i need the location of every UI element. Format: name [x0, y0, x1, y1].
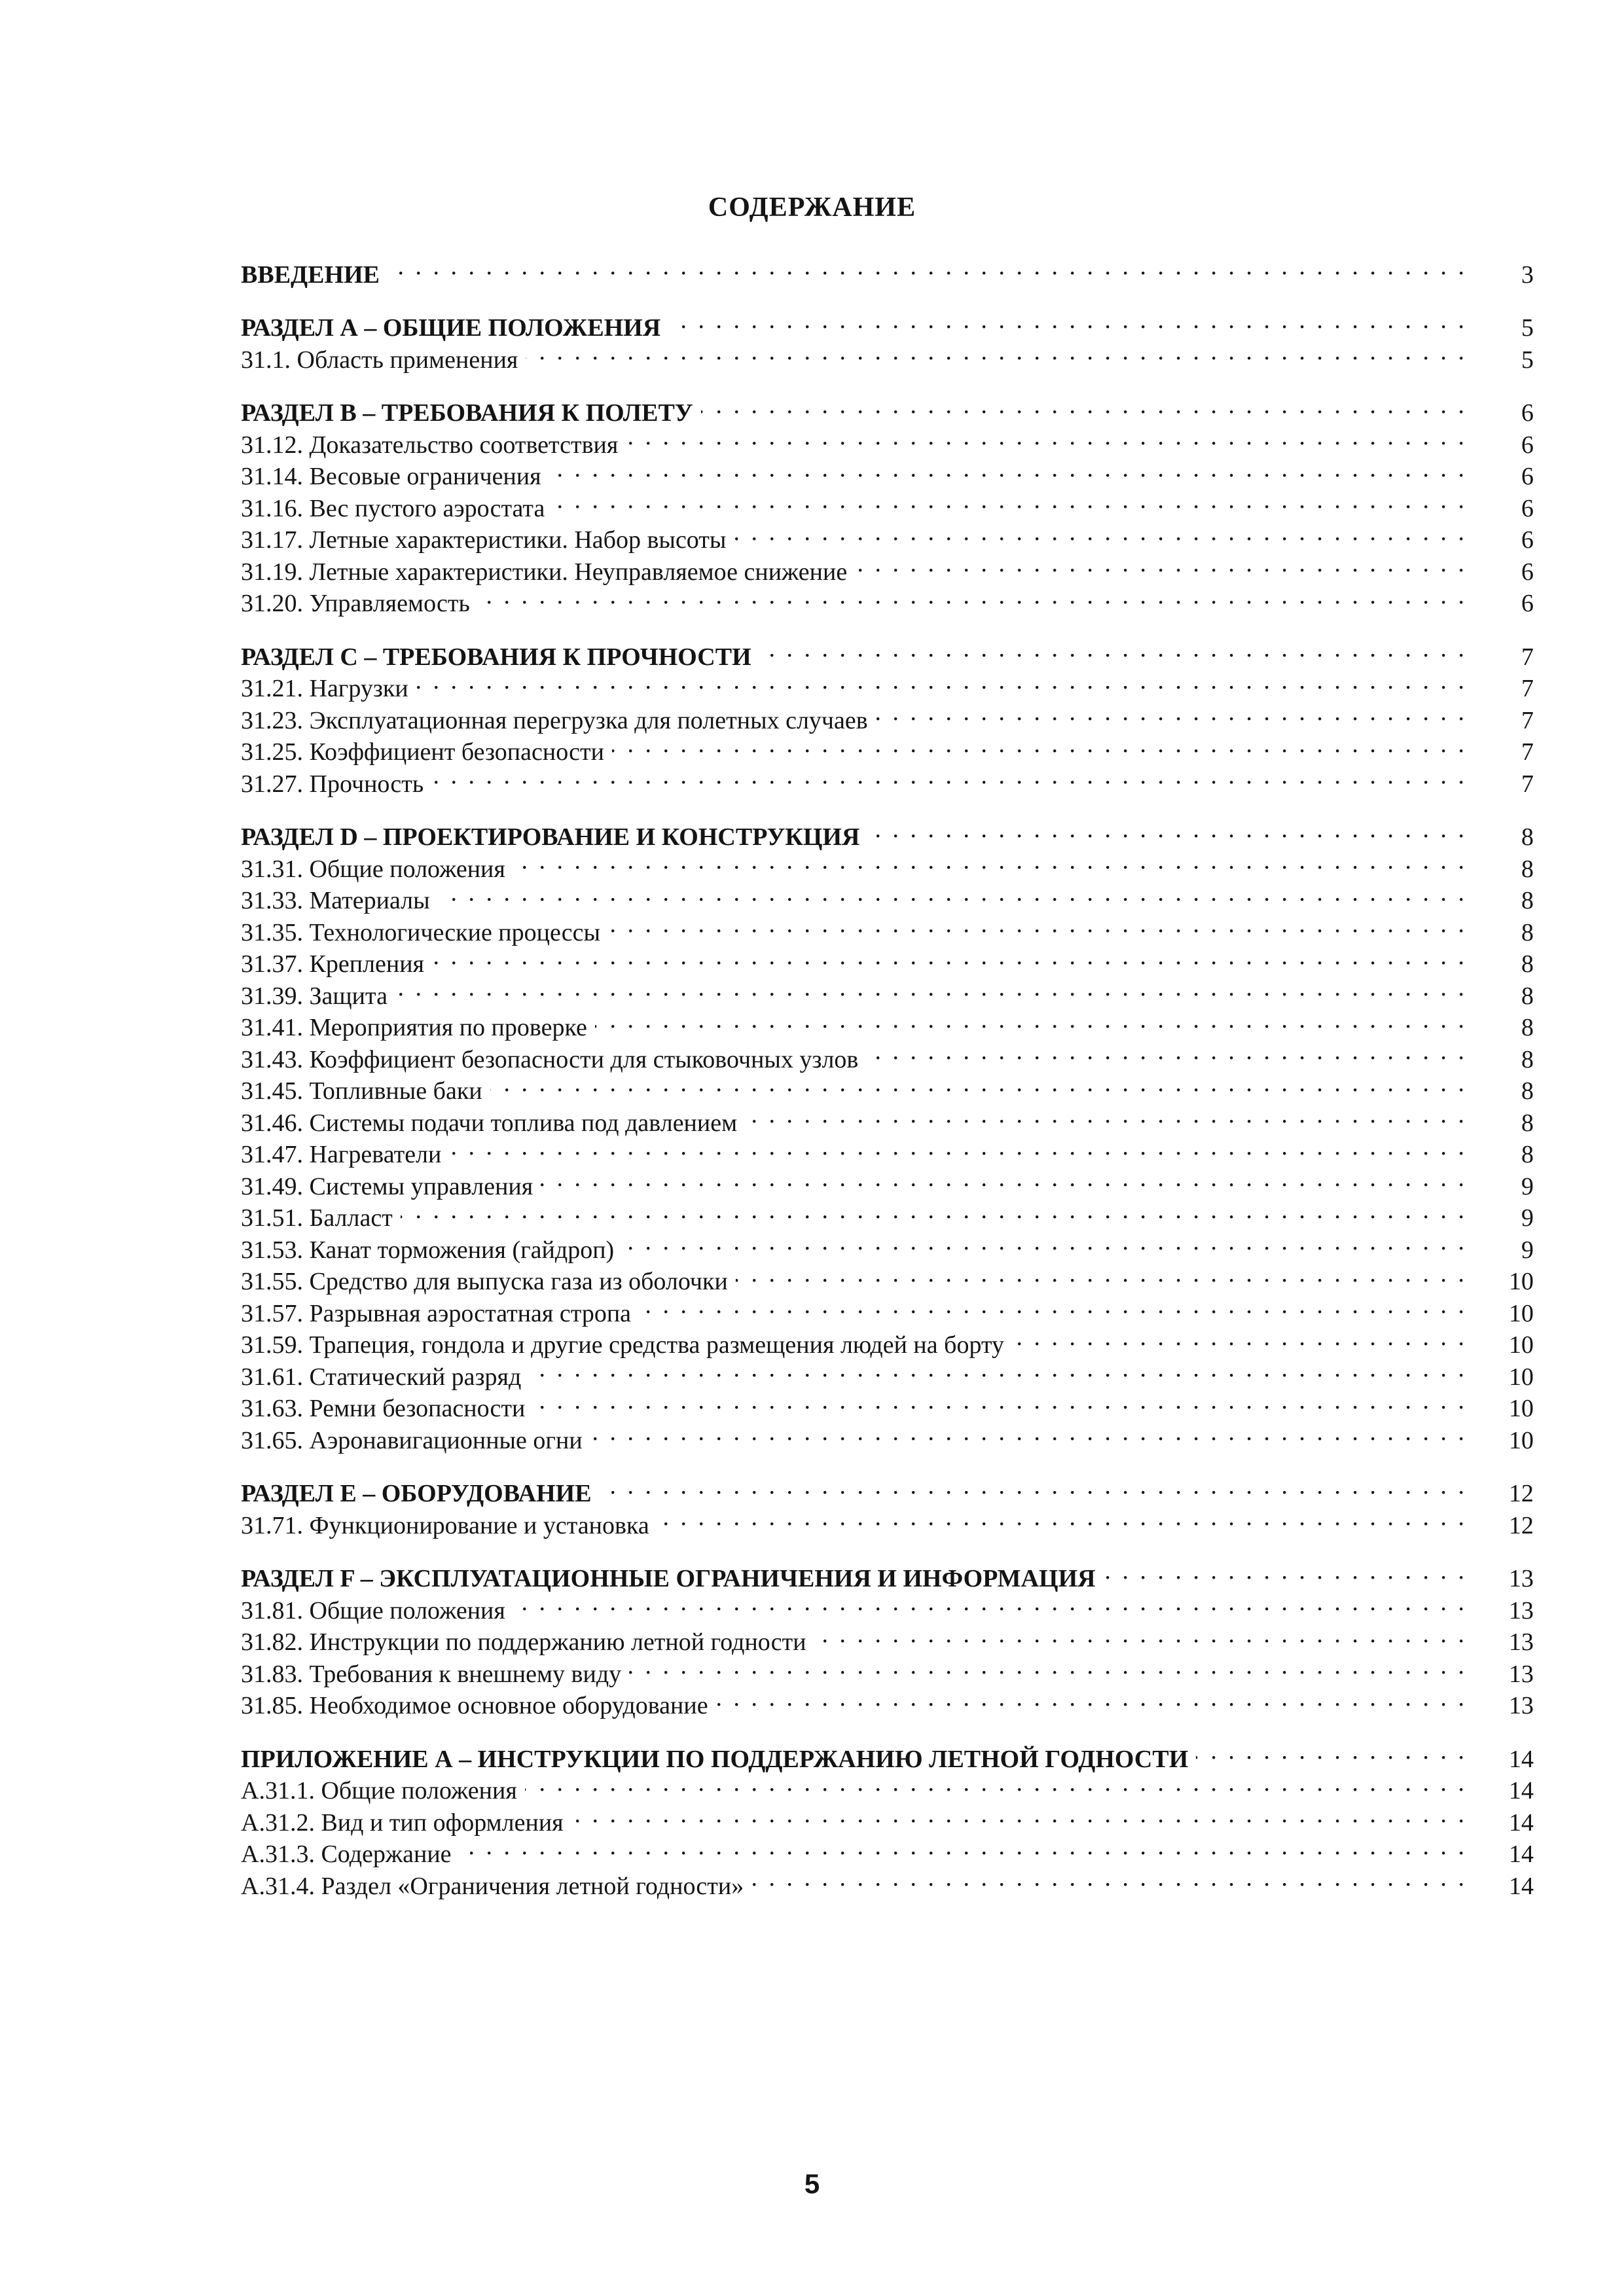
dot-leader [867, 814, 1467, 846]
toc-entry-page: 8 [1521, 918, 1534, 946]
dot-leader [745, 1099, 1467, 1131]
toc-entry-page: 12 [1509, 1480, 1534, 1507]
toc-entry-page: 5 [1521, 314, 1534, 342]
toc-entry-label: 31.25. Коэффициент безопасности [241, 738, 604, 766]
dot-leader [639, 1289, 1467, 1321]
dot-leader [595, 1004, 1467, 1036]
toc-entry-label: 31.53. Канат торможения (гайдроп) [241, 1236, 615, 1264]
toc-entry[interactable] [241, 760, 1534, 798]
dot-leader [432, 941, 1467, 973]
dot-leader [513, 1587, 1467, 1619]
toc-entry[interactable] [241, 1194, 1534, 1232]
toc-section-heading[interactable] [241, 814, 1534, 851]
dot-leader [657, 1501, 1467, 1534]
toc-entry-label: 31.71. Функционирование и установка [241, 1511, 649, 1539]
dot-leader [626, 421, 1467, 453]
toc-entry[interactable] [241, 665, 1534, 702]
toc-entry-label: 31.46. Системы подачи топлива под давлением [241, 1109, 738, 1137]
toc-entry-label: 31.82. Инструкции по поддержанию летной годности [241, 1628, 806, 1656]
dot-leader [629, 1650, 1467, 1682]
dot-leader [401, 1194, 1467, 1227]
dot-leader [876, 696, 1467, 728]
toc-entry-label: А.31.3. Содержание [241, 1840, 452, 1868]
toc-entry-page: 13 [1509, 1596, 1534, 1624]
toc-entry-page: 9 [1521, 1236, 1534, 1264]
toc-entry-page: 14 [1509, 1808, 1534, 1837]
toc-entry-page: 14 [1509, 1840, 1534, 1868]
section-spacer [241, 792, 1534, 814]
dot-leader [1012, 1321, 1467, 1354]
dot-leader [716, 1682, 1467, 1714]
toc-entry-page: 5 [1521, 346, 1534, 374]
toc-entry-label: 31.55. Средство для выпуска газа из оболочки [241, 1268, 728, 1295]
toc-section-heading[interactable] [241, 1735, 1534, 1773]
toc-entry-label: А.31.2. Вид и тип оформления [241, 1808, 564, 1837]
toc-entry[interactable] [241, 908, 1534, 946]
dot-leader [552, 484, 1467, 516]
toc-entry-label: РАЗДЕЛ Е – ОБОРУДОВАНИЕ [241, 1480, 592, 1507]
toc-entry-label: 31.23. Эксплуатационная перегрузка для полетных случаев [241, 706, 868, 734]
dot-leader [668, 304, 1467, 336]
toc-entry-label: 31.59. Трапеция, гондола и другие средства размещения людей на борту [241, 1331, 1005, 1359]
toc-entry-page: 6 [1521, 399, 1534, 427]
toc-entry-label: 31.49. Системы управления [241, 1172, 533, 1200]
toc-entry-label: 31.19. Летные характеристики. Неуправляемое снижение [241, 558, 848, 586]
toc-entry-page: 8 [1521, 1109, 1534, 1137]
dot-leader [490, 1067, 1467, 1100]
dot-leader [590, 1416, 1467, 1448]
toc-entry-page: 13 [1509, 1565, 1534, 1592]
toc-section-heading[interactable] [241, 251, 1534, 289]
dot-leader [734, 516, 1467, 548]
toc-section-heading[interactable] [241, 1555, 1534, 1592]
toc-entry-page: 8 [1521, 1077, 1534, 1105]
toc-entry-label: 31.20. Управляемость [241, 590, 470, 617]
toc-section-heading[interactable] [241, 1470, 1534, 1507]
dot-leader [600, 1470, 1467, 1502]
toc-entry-page: 6 [1521, 590, 1534, 617]
toc-entry-page: 7 [1521, 770, 1534, 798]
toc-entry-page: 6 [1521, 431, 1534, 459]
toc-entry-label: 31.14. Весовые ограничения [241, 463, 541, 490]
dot-leader [751, 1862, 1467, 1894]
toc-entry-label: 31.16. Вес пустого аэростата [241, 494, 545, 522]
toc-entry-page: 10 [1509, 1299, 1534, 1327]
toc-entry-label: 31.47. Нагреватели [241, 1141, 442, 1168]
toc-entry[interactable] [241, 696, 1534, 734]
toc-entry-label: 31.85. Необходимое основное оборудование [241, 1692, 708, 1719]
toc-entry-page: 8 [1521, 1141, 1534, 1168]
page-number: 5 [804, 2168, 820, 2199]
toc-entry-label: 31.12. Доказательство соответствия [241, 431, 619, 459]
toc-entry-page: 9 [1521, 1172, 1534, 1200]
toc-entry-page: 7 [1521, 706, 1534, 734]
toc-entry-label: РАЗДЕЛ D – ПРОЕКТИРОВАНИЕ И КОНСТРУКЦИЯ [241, 823, 860, 851]
toc-entry-page: 13 [1509, 1628, 1534, 1656]
toc-section-heading[interactable] [241, 304, 1534, 342]
toc-entry-page: 13 [1509, 1660, 1534, 1688]
dot-leader [525, 1767, 1467, 1799]
toc-entry-page: 7 [1521, 675, 1534, 702]
dot-leader [513, 845, 1467, 877]
toc-entry-page: 10 [1509, 1363, 1534, 1391]
toc-entry-label: 31.37. Крепления [241, 950, 425, 978]
toc-entry-page: 8 [1521, 887, 1534, 914]
dot-leader [526, 336, 1467, 368]
dot-leader [814, 1619, 1467, 1651]
dot-leader [1196, 1735, 1467, 1767]
toc-entry-label: 31.63. Ремни безопасности [241, 1395, 526, 1422]
dot-leader [549, 453, 1467, 485]
toc-entry-page: 10 [1509, 1395, 1534, 1422]
toc-entry-label: 31.35. Технологические процессы [241, 918, 601, 946]
toc-entry-page: 14 [1509, 1745, 1534, 1773]
toc-entry-label: 31.41. Мероприятия по проверке [241, 1014, 587, 1041]
dot-leader [431, 760, 1467, 792]
toc-entry-label: 31.39. Защита [241, 982, 388, 1010]
dot-leader [736, 1258, 1467, 1290]
dot-leader [759, 633, 1467, 665]
dot-leader [478, 580, 1467, 612]
dot-leader [449, 1131, 1467, 1163]
toc-entry-page: 8 [1521, 1045, 1534, 1073]
toc-entry-page: 6 [1521, 463, 1534, 490]
toc-entry-page: 10 [1509, 1268, 1534, 1295]
toc-entry-label: 31.17. Летные характеристики. Набор высоты [241, 526, 727, 554]
toc-entry-label: А.31.1. Общие положения [241, 1777, 517, 1804]
dot-leader [541, 1162, 1467, 1194]
toc-entry-page: 9 [1521, 1204, 1534, 1232]
toc-entry-label: 31.27. Прочность [241, 770, 424, 798]
toc-entry-page: 3 [1521, 260, 1534, 289]
toc-entry-label: 31.43. Коэффициент безопасности для стыковочных узлов [241, 1045, 859, 1073]
toc-entry[interactable] [241, 941, 1534, 978]
toc-section-heading[interactable] [241, 389, 1534, 427]
dot-leader [622, 1226, 1467, 1258]
toc-entry-page: 8 [1521, 1014, 1534, 1041]
toc-entry-label: 31.33. Материалы [241, 887, 430, 914]
dot-leader [701, 389, 1467, 422]
toc-entry-label: РАЗДЕЛ В – ТРЕБОВАНИЯ К ПОЛЕТУ [241, 399, 693, 427]
toc-entry-label: 31.83. Требования к внешнему виду [241, 1660, 622, 1688]
toc-entry-page: 10 [1509, 1331, 1534, 1359]
toc-entry-page: 14 [1509, 1872, 1534, 1900]
toc-entry-page: 8 [1521, 982, 1534, 1010]
toc-entry-label: ПРИЛОЖЕНИЕ А – ИНСТРУКЦИИ ПО ПОДДЕРЖАНИЮ ЛЕТНОЙ ГОДНОСТИ [241, 1745, 1189, 1773]
toc-entry-page: 8 [1521, 950, 1534, 978]
dot-leader [533, 1385, 1467, 1417]
dot-leader [612, 728, 1467, 761]
toc-entry-label: РАЗДЕЛ F – ЭКСПЛУАТАЦИОННЫЕ ОГРАНИЧЕНИЯ И ИНФОРМАЦИЯ [241, 1565, 1096, 1592]
page-title: СОДЕРЖАНИЕ [708, 192, 916, 223]
toc-entry-label: А.31.4. Раздел «Ограничения летной годности» [241, 1872, 744, 1900]
toc-entry-label: ВВЕДЕНИЕ [241, 260, 380, 289]
dot-leader [395, 972, 1467, 1004]
toc-entry-label: 31.31. Общие положения [241, 855, 505, 883]
toc-entry-label: 31.1. Область применения [241, 346, 518, 374]
dot-leader [866, 1035, 1467, 1067]
toc-entry-label: РАЗДЕЛ А – ОБЩИЕ ПОЛОЖЕНИЯ [241, 314, 661, 342]
toc-entry-label: 31.21. Нагрузки [241, 675, 408, 702]
toc-entry-label: 31.61. Статический разряд [241, 1363, 522, 1391]
toc-entry-page: 10 [1509, 1426, 1534, 1454]
dot-leader [416, 665, 1467, 697]
toc-entry-label: 31.51. Балласт [241, 1204, 393, 1232]
toc-entry-page: 6 [1521, 558, 1534, 586]
toc-entry-page: 14 [1509, 1777, 1534, 1804]
toc-section-heading[interactable] [241, 633, 1534, 671]
toc-entry-page: 13 [1509, 1692, 1534, 1719]
toc-entry-page: 6 [1521, 526, 1534, 554]
toc-entry-label: 31.81. Общие положения [241, 1596, 505, 1624]
toc-entry[interactable] [241, 1226, 1534, 1264]
toc-entry-page: 8 [1521, 855, 1534, 883]
toc-entry-page: 12 [1509, 1511, 1534, 1539]
toc-entry-page: 8 [1521, 823, 1534, 851]
section-spacer [241, 283, 1534, 304]
dot-leader [529, 1353, 1467, 1385]
dot-leader [608, 908, 1467, 941]
toc-entry-label: 31.65. Аэронавигационные огни [241, 1426, 583, 1454]
toc-entry-page: 7 [1521, 738, 1534, 766]
toc-entry-page: 6 [1521, 494, 1534, 522]
dot-leader [855, 548, 1467, 580]
toc-entry-label: РАЗДЕЛ С – ТРЕБОВАНИЯ К ПРОЧНОСТИ [241, 643, 751, 671]
toc-entry-label: 31.45. Топливные баки [241, 1077, 482, 1105]
toc-entry-page: 7 [1521, 643, 1534, 671]
table-of-contents [241, 251, 1534, 1900]
toc-entry[interactable] [241, 972, 1534, 1010]
dot-leader [388, 251, 1467, 283]
toc-entry-label: 31.57. Разрывная аэростатная стропа [241, 1299, 632, 1327]
dot-leader [571, 1799, 1467, 1831]
dot-leader [1104, 1555, 1467, 1587]
dot-leader [438, 877, 1467, 909]
toc-entry[interactable] [241, 1004, 1534, 1041]
dot-leader [460, 1831, 1467, 1863]
